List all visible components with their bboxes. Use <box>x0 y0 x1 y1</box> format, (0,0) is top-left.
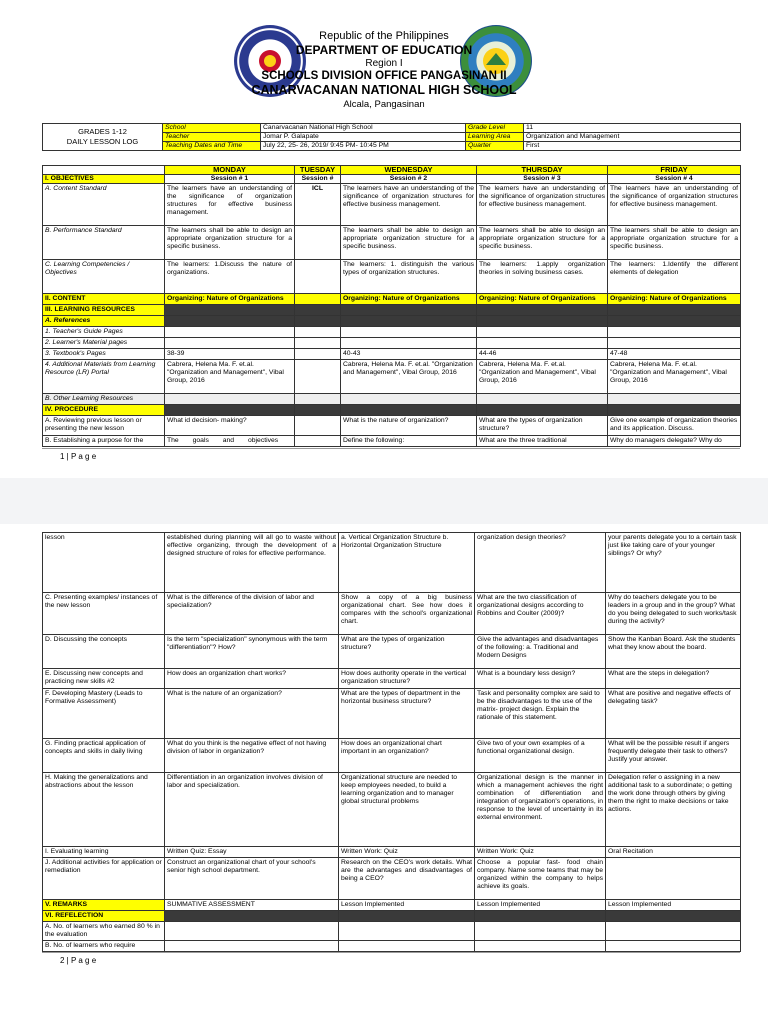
teaching-dates-label: Teaching Dates and Time <box>163 142 261 151</box>
page-number-1: 1 | P a g e <box>60 452 97 461</box>
objectives-heading: I. OBJECTIVES <box>43 175 165 184</box>
additional-activities-row <box>43 858 741 900</box>
day-thursday: THURSDAY <box>477 166 608 175</box>
cell: The learners: 1. distinguish the various types of organization structures. <box>341 260 477 294</box>
cell: What will be the possible result if angers frequently delegate their task to others? Justify your answer. <box>606 739 741 773</box>
teacher-value: Jomar P. Galapate <box>261 133 466 142</box>
teachers-guide-row <box>43 327 741 338</box>
new-skills-label: E. Discussing new concepts and practicing new skills #2 <box>43 669 165 689</box>
other-resources-label: B. Other Learning Resources <box>43 394 165 405</box>
cell: Give the advantages and disadvantages of the following: a. Traditional and Modern Designs <box>475 635 606 669</box>
cell: established during planning will all go to waste without effective organizing, through the development of a designed structure of roles for effective performance. <box>165 533 339 593</box>
discussing-row <box>43 635 741 669</box>
region-heading: Region I <box>365 58 403 69</box>
cell: Research on the CEO's work details. What are the advantages and disadvantages of being a CEO? <box>339 858 475 900</box>
cell: The learners have an understanding of the significance of organization structures for effective business management. <box>165 184 295 226</box>
cell: The learners: 1.Identify the different elements of delegation <box>608 260 741 294</box>
cell <box>606 858 741 900</box>
content-standard-label: A. Content Standard <box>43 184 165 226</box>
cell: 38-39 <box>165 349 295 360</box>
cell: The learners have an understanding of the significance of organization structures for effective business management. <box>608 184 741 226</box>
content-standard-row <box>43 184 741 226</box>
department-heading: DEPARTMENT OF EDUCATION <box>295 43 473 57</box>
cell: What are the types of organization structure? <box>477 416 608 436</box>
teacher-label: Teacher <box>163 133 261 142</box>
cell: Organizing: Nature of Organizations <box>477 294 608 305</box>
session-thursday: Session # 3 <box>477 175 608 184</box>
cell: How does an organization chart works? <box>165 669 339 689</box>
performance-standard-row <box>43 226 741 260</box>
day-monday: MONDAY <box>165 166 295 175</box>
reviewing-row <box>43 416 741 436</box>
cell: Cabrera, Helena Ma. F. et.al. "Organization and Management", Vibal Group, 2016 <box>477 360 608 394</box>
procedure-row <box>43 405 741 416</box>
cell: What is the nature of organization? <box>341 416 477 436</box>
purpose-continued-label: lesson <box>43 533 165 593</box>
cell: Why do managers delegate? Why do <box>608 436 741 447</box>
cell: SUMMATIVE ASSESSMENT <box>165 900 339 911</box>
learning-resources-row <box>43 305 741 316</box>
cell: Cabrera, Helena Ma. F. et.al. "Organization and Management", Vibal Group, 2016 <box>341 360 477 394</box>
purpose-row <box>43 436 741 447</box>
generalizations-row <box>43 773 741 847</box>
procedure-heading: IV. PROCEDURE <box>43 405 165 416</box>
cell: Task and personality complex are said to be the disadvantages to the use of the matrix- project design. Explain the rationale of this statement. <box>475 689 606 739</box>
cell: Lesson Implemented <box>475 900 606 911</box>
footer-divider <box>42 952 740 953</box>
day-wednesday: WEDNESDAY <box>341 166 477 175</box>
cell: Organizing: Nature of Organizations <box>341 294 477 305</box>
learners-material-label: 2. Learner's Material pages <box>43 338 165 349</box>
generalizations-label: H. Making the generalizations and abstractions about the lesson <box>43 773 165 847</box>
cell: What do you think is the negative effect of not having division of labor in organization? <box>165 739 339 773</box>
learners-80-label: A. No. of learners who earned 80 % in the evaluation <box>43 922 165 941</box>
cell: The goals and objectives <box>165 436 295 447</box>
cell: Show the Kanban Board. Ask the students what they know about the board. <box>606 635 741 669</box>
references-row <box>43 316 741 327</box>
textbook-label: 3. Textbook's Pages <box>43 349 165 360</box>
evaluating-row <box>43 847 741 858</box>
session-row <box>43 175 741 184</box>
cell: Lesson Implemented <box>339 900 475 911</box>
cell: Written Work: Quiz <box>475 847 606 858</box>
cell: Show a copy of a big business organizational chart. See how does it compares with the school's organizational chart. <box>339 593 475 635</box>
grades-label: GRADES 1-12 DAILY LESSON LOG <box>43 124 163 151</box>
republic-heading: Republic of the Philippines <box>319 30 449 42</box>
cell: What is a boundary less design? <box>475 669 606 689</box>
teaching-dates-value: July 22, 25- 26, 2019/ 9:45 PM- 10:45 PM <box>261 142 466 151</box>
cell: What are the three traditional <box>477 436 608 447</box>
page-gap <box>0 478 768 524</box>
presenting-label: C. Presenting examples/ instances of the new lesson <box>43 593 165 635</box>
cell: Lesson Implemented <box>606 900 741 911</box>
grade-level-value: 11 <box>524 124 741 133</box>
learning-area-label: Learning Area <box>466 133 524 142</box>
cell: Differentiation in an organization involves division of labor and specialization. <box>165 773 339 847</box>
cell: Written Quiz: Essay <box>165 847 339 858</box>
day-header-row <box>43 166 741 175</box>
cell: The learners shall be able to design an appropriate organization structure for a specific business. <box>165 226 295 260</box>
session-wednesday: Session # 2 <box>341 175 477 184</box>
cell: The learners shall be able to design an appropriate organization structure for a specific business. <box>608 226 741 260</box>
presenting-row <box>43 593 741 635</box>
quarter-label: Quarter <box>466 142 524 151</box>
page-1 <box>0 0 768 478</box>
performance-standard-label: B. Performance Standard <box>43 226 165 260</box>
grade-level-label: Grade Level <box>466 124 524 133</box>
learners-require-label: B. No. of learners who require <box>43 941 165 952</box>
additional-materials-label: 4. Additional Materials from Learning Resource (LR) Portal <box>43 360 165 394</box>
cell: Delegation refer o assigning in a new additional task to a subordinate; o getting the work done through others by giving them the right to make decisions or take actions. <box>606 773 741 847</box>
cell: 44-46 <box>477 349 608 360</box>
mastery-row <box>43 689 741 739</box>
school-label: School <box>163 124 261 133</box>
address-heading: Alcala, Pangasinan <box>343 99 425 110</box>
cell: What are the two classification of organizational designs according to Robbins and Coulter (2009)? <box>475 593 606 635</box>
cell: What is the difference of the division of labor and specialization? <box>165 593 339 635</box>
cell: What are the steps in delegation? <box>606 669 741 689</box>
learners-80-row <box>43 922 741 941</box>
day-friday: FRIDAY <box>608 166 741 175</box>
cell: Organizing: Nature of Organizations <box>608 294 741 305</box>
cell: Why do teachers delegate you to be leaders in a group and in the group? What do you being delegated to such works/task during the activity? <box>606 593 741 635</box>
teachers-guide-label: 1. Teacher's Guide Pages <box>43 327 165 338</box>
cell: The learners shall be able to design an appropriate organization structure for a specific business. <box>341 226 477 260</box>
purpose-label: B. Establishing a purpose for the <box>43 436 165 447</box>
learning-resources-heading: III. LEARNING RESOURCES <box>43 305 165 316</box>
additional-activities-label: J. Additional activities for application or remediation <box>43 858 165 900</box>
learners-material-row <box>43 338 741 349</box>
cell: How does an organizational chart important in an organization? <box>339 739 475 773</box>
session-monday: Session # 1 <box>165 175 295 184</box>
practical-label: G. Finding practical application of concepts and skills in daily living <box>43 739 165 773</box>
reflection-heading: VI. REFELECTION <box>43 911 165 922</box>
cell: The learners: 1.Discuss the nature of organizations. <box>165 260 295 294</box>
practical-row <box>43 739 741 773</box>
cell: Give two of your own examples of a functional organizational design. <box>475 739 606 773</box>
cell: 47-48 <box>608 349 741 360</box>
new-skills-row <box>43 669 741 689</box>
cell: The learners shall be able to design an appropriate organization structure for a specific business. <box>477 226 608 260</box>
page-2 <box>0 524 768 1024</box>
cell: Choose a popular fast- food chain company. Name some teams that may be organized within the company to helps achieve its goals. <box>475 858 606 900</box>
day-tuesday: TUESDAY <box>295 166 341 175</box>
session-friday: Session # 4 <box>608 175 741 184</box>
cell: Oral Recitation <box>606 847 741 858</box>
learners-require-row <box>43 941 741 952</box>
footer-divider <box>42 448 740 449</box>
cell: organization design theories? <box>475 533 606 593</box>
cell: What are the types of organization structure? <box>339 635 475 669</box>
session-tuesday: Session # <box>295 175 341 184</box>
purpose-continued-row <box>43 533 741 593</box>
cell: Written Work: Quiz <box>339 847 475 858</box>
page-number-2: 2 | P a g e <box>60 956 97 965</box>
cell: a. Vertical Organization Structure b. Horizontal Organization Structure <box>339 533 475 593</box>
cell: The learners have an understanding of the significance of organization structures for effective business management. <box>477 184 608 226</box>
references-heading: A. References <box>43 316 165 327</box>
cell: What id decision- making? <box>165 416 295 436</box>
discussing-label: D. Discussing the concepts <box>43 635 165 669</box>
cell: What is the nature of an organization? <box>165 689 339 739</box>
additional-materials-row <box>43 360 741 394</box>
cell: How does authority operate in the vertical organization structure? <box>339 669 475 689</box>
reviewing-label: A. Reviewing previous lesson or presenting the new lesson <box>43 416 165 436</box>
other-resources-row <box>43 394 741 405</box>
cell: Define the following: <box>341 436 477 447</box>
cell: The learners: 1.apply organization theories in solving business cases. <box>477 260 608 294</box>
icl-cell: ICL <box>295 184 341 226</box>
quarter-value: First <box>524 142 741 151</box>
cell: Organizing: Nature of Organizations <box>165 294 295 305</box>
cell: your parents delegate you to a certain task just like taking care of your younger siblings? Or why? <box>606 533 741 593</box>
lesson-log-table-page-2 <box>42 532 741 952</box>
evaluating-label: I. Evaluating learning <box>43 847 165 858</box>
cell: Give one example of organization theories and its application. Discuss. <box>608 416 741 436</box>
competencies-label: C. Learning Competencies / Objectives <box>43 260 165 294</box>
cell: Organizational design is the manner in which a management achieves the right combination of differentiation and integration of organization's operations, in response to the level of uncertainty in its external environment. <box>475 773 606 847</box>
cell: Cabrera, Helena Ma. F. et.al. "Organization and Management", Vibal Group, 2016 <box>608 360 741 394</box>
remarks-row <box>43 900 741 911</box>
learning-area-value: Organization and Management <box>524 133 741 142</box>
cell: The learners have an understanding of the significance of organization structures for effective business management. <box>341 184 477 226</box>
cell: Cabrera, Helena Ma. F. et.al. "Organization and Management", Vibal Group, 2016 <box>165 360 295 394</box>
remarks-heading: V. REMARKS <box>43 900 165 911</box>
content-heading: II. CONTENT <box>43 294 165 305</box>
cell: Organizational structure are needed to keep employees needed, to build a learning organization and to manager global structural problems <box>339 773 475 847</box>
competencies-row <box>43 260 741 294</box>
school-heading: CANARVACANAN NATIONAL HIGH SCHOOL <box>251 83 517 97</box>
textbook-row <box>43 349 741 360</box>
mastery-label: F. Developing Mastery (Leads to Formative Assessment) <box>43 689 165 739</box>
cell: Is the term "specialization" synonymous with the term "differentiation"? How? <box>165 635 339 669</box>
cell: What are positive and negative effects of delegating task? <box>606 689 741 739</box>
content-row <box>43 294 741 305</box>
cell: 40-43 <box>341 349 477 360</box>
cell: Construct an organizational chart of your school's senior high school department. <box>165 858 339 900</box>
reflection-row <box>43 911 741 922</box>
cell: What are the types of department in the horizontal business structure? <box>339 689 475 739</box>
lesson-info-table <box>42 123 741 151</box>
lesson-log-table-page-1 <box>42 165 741 447</box>
school-value: Canarvacanan National High School <box>261 124 466 133</box>
division-heading: SCHOOLS DIVISION OFFICE PANGASINAN II <box>261 70 507 82</box>
